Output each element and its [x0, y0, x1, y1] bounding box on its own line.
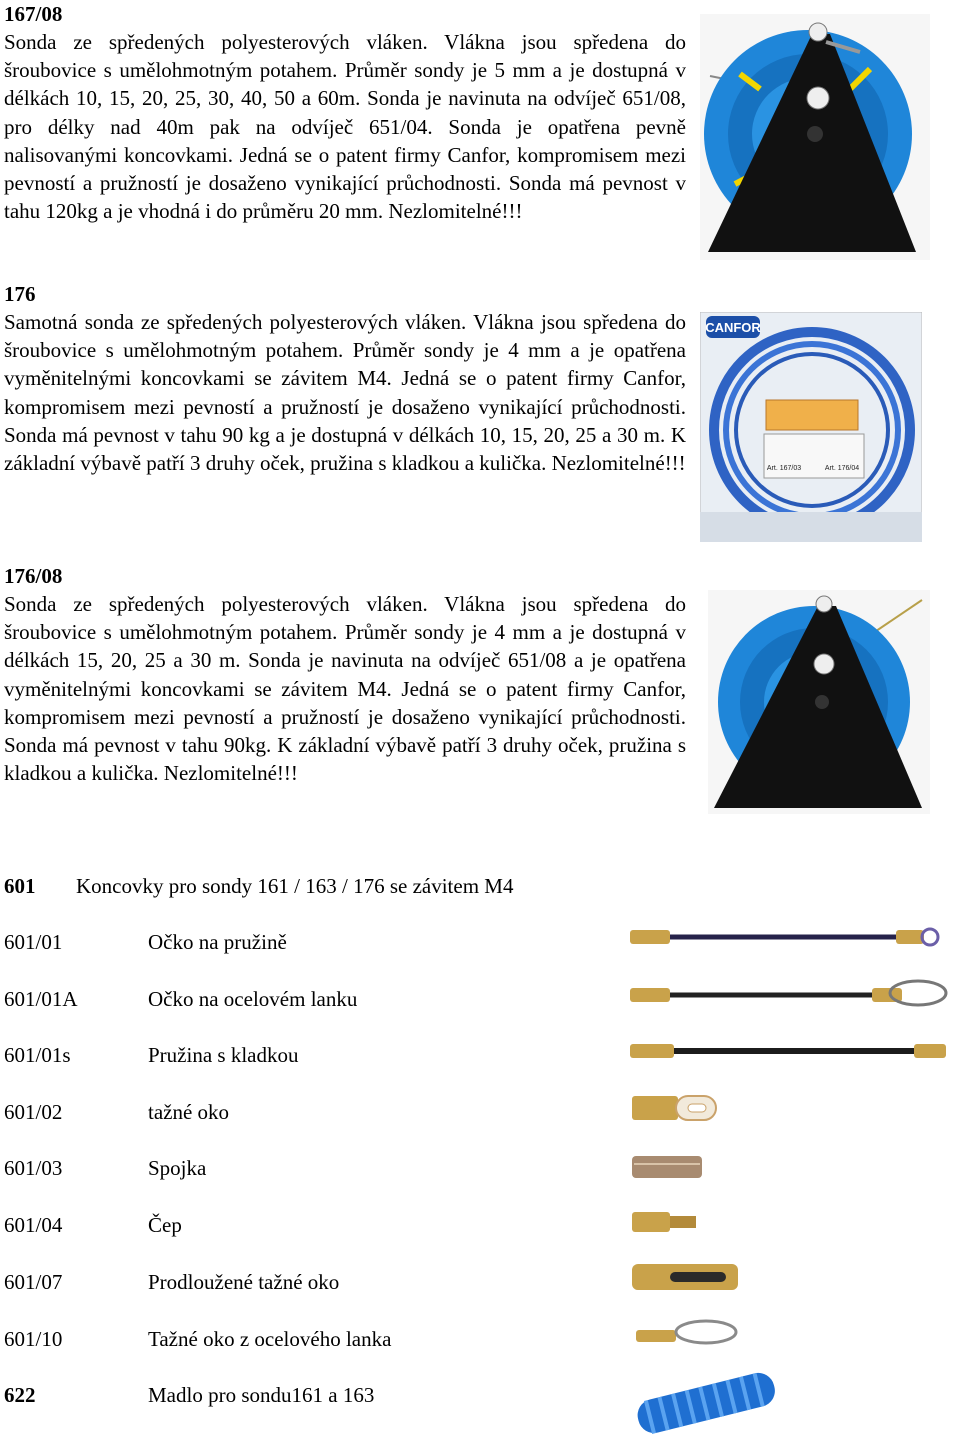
steel-wire-pull-eye-icon [634, 1316, 740, 1350]
steel-wire-eye-image [628, 976, 950, 1017]
product-code: 176/08 [4, 564, 63, 588]
steel-wire-eye-icon [628, 976, 950, 1012]
accessory-code: 622 [4, 1383, 36, 1407]
accessory-label: Madlo pro sondu161 a 163 [148, 1383, 375, 1407]
reel-icon [708, 590, 930, 814]
accessory-row [4, 1098, 604, 1126]
accessory-row [4, 1211, 604, 1239]
pull-eye-icon [630, 1092, 720, 1124]
accessories-title [4, 872, 513, 900]
steel-wire-pull-eye-image [634, 1316, 740, 1355]
handle-icon [628, 1364, 784, 1440]
accessory-row [4, 1154, 604, 1182]
handle-image [628, 1364, 784, 1445]
accessory-label: Očko na ocelovém lanku [148, 987, 358, 1011]
accessory-code: 601/01A [4, 987, 78, 1011]
brand-logo: CANFOR [705, 320, 761, 335]
product-description: Sonda ze spředených polyesterových vláken. Vlákna jsou spředena do šroubovice s umělohmotným potahem. Průměr sondy je 4 mm a je dostupná v délkách 15, 20, 25 a 30 m. Sonda je navinuta na odvíječ 651/08 a je opatřena vyměnitelnými koncovkami se závitem M4. Jedná se o patent firmy Canfor, kompromisem mezi pevností a pružností je dosaženo vynikající průchodnosti. Sonda má pevnost v tahu 90kg. K základní výbavě patří 3 druhy oček, pružina s kladkou a kulička. Nezlomitelné!!! [4, 592, 686, 786]
pin-image [630, 1208, 700, 1241]
accessory-label: tažné oko [148, 1100, 230, 1124]
connector-icon [630, 1152, 706, 1182]
accessory-label: Pružina s kladkou [148, 1043, 299, 1067]
coil-package-image-176 [700, 312, 922, 542]
coil-package-icon [700, 312, 922, 542]
accessory-row [4, 985, 604, 1013]
spring-pulley-image [628, 1036, 952, 1071]
accessory-code: 601/07 [4, 1270, 63, 1294]
reel-image-176-08 [708, 590, 930, 814]
accessory-row [4, 1041, 604, 1069]
accessory-row [4, 1381, 604, 1409]
accessory-code: 601/01 [4, 930, 63, 954]
art-label-right: Art. 176/04 [824, 465, 860, 472]
spring-pulley-icon [628, 1036, 952, 1066]
art-label-left: Art. 167/03 [766, 465, 802, 472]
reel-image-167-08 [700, 14, 930, 260]
product-description: Sonda ze spředených polyesterových vláken. Vlákna jsou spředena do šroubovice s umělohmotným potahem. Průměr sondy je 5 mm a je dostupná v délkách 10, 15, 20, 25, 30, 40, 50 a 60m. Sonda je navinuta na odvíječ 651/08, pro délky nad 40m pak na odvíječ 651/04. Sonda je opatřena pevně nalisovanými koncovkami. Jedná se o patent firmy Canfor, kompromisem mezi pevností a pružností je dosaženo vynikající průchodnosti. Sonda má pevnost v tahu 120kg a je vhodná i do průměru 20 mm. Nezlomitelné!!! [4, 30, 686, 224]
accessory-code: 601/10 [4, 1327, 63, 1351]
accessory-row [4, 1325, 604, 1353]
accessory-code: 601/02 [4, 1100, 63, 1124]
pull-eye-image [630, 1092, 720, 1129]
pin-icon [630, 1208, 700, 1236]
spring-eye-icon [628, 924, 942, 952]
accessories-label: Koncovky pro sondy 161 / 163 / 176 se závitem M4 [76, 874, 514, 898]
accessory-row [4, 1268, 604, 1296]
product-176-08 [4, 562, 686, 787]
accessory-label: Spojka [148, 1156, 207, 1180]
product-code: 167/08 [4, 2, 63, 26]
accessory-label: Čep [148, 1213, 182, 1237]
accessory-code: 601/04 [4, 1213, 63, 1237]
accessory-label: Očko na pružině [148, 930, 287, 954]
accessory-code: 601/03 [4, 1156, 63, 1180]
accessory-code: 601/01s [4, 1043, 71, 1067]
product-code: 176 [4, 282, 36, 306]
product-176 [4, 280, 686, 477]
product-description: Samotná sonda ze spředených polyesterových vláken. Vlákna jsou spředena do šroubovice s umělohmotným potahem. Průměr sondy je 4 mm a je opatřena vyměnitelnými koncovkami se závitem M4. Jedná se o patent firmy Canfor, kompromisem mezi pevností a pružností je dosaženo vynikající průchodnosti. Sonda má pevnost v tahu 90 kg a je dostupná v délkách 10, 15, 20, 25 a 30 m. K základní výbavě patří 3 druhy oček, pružina s kladkou a kulička. Nezlomitelné!!! [4, 310, 686, 476]
accessory-label: Prodloužené tažné oko [148, 1270, 340, 1294]
accessory-label: Tažné oko z ocelového lanka [148, 1327, 392, 1351]
extended-pull-eye-image [630, 1260, 742, 1299]
accessory-row [4, 928, 604, 956]
accessories-code: 601 [4, 874, 36, 898]
product-167-08 [4, 0, 686, 225]
extended-pull-eye-icon [630, 1260, 742, 1294]
reel-icon [700, 14, 930, 260]
connector-image [630, 1152, 706, 1187]
spring-eye-image [628, 924, 942, 957]
